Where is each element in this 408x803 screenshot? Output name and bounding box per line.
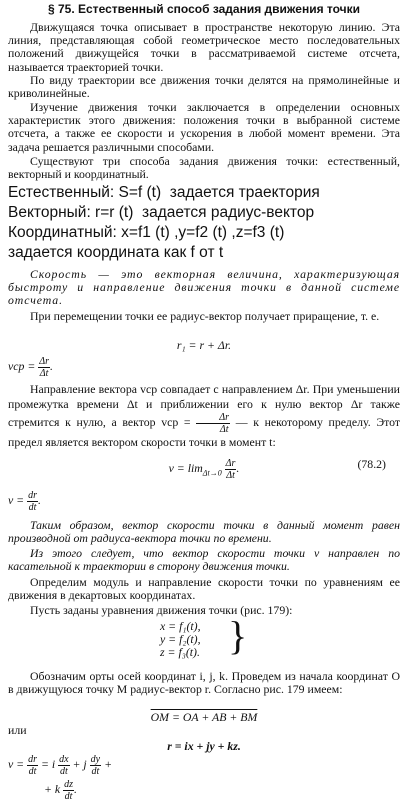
equation-r1: r₁ = r + Δr. <box>176 338 232 352</box>
equation-number: (78.2) <box>357 457 386 471</box>
paragraph-limit: Направление вектора vср совпадает с направлением Δr. При уменьшении промежутка времени Δt и приближении его к нулю вектор Δr также стремится к нулю, а вектор vср = $\frac{\Delta r}{\Delta t}$ — к некоторому пределу. Этот предел является вектором скорости точки в момент t: <box>8 382 401 449</box>
equation-system: x = f₁(t), y = f₂(t), z = f₃(t). } <box>160 613 248 660</box>
equation-velocity-components: v = $\frac{dr}{dt}$ = i $\frac{dx}{dt}$ + j $\frac{dy}{dt}$ + + k $\frac{dz}{dt}$ . <box>8 754 113 802</box>
typed-notes-overlay <box>8 183 400 263</box>
velocity-definition: Скорость — это векторная величина, характеризующая быстроту и направление движения точки в данной системе отсчета. <box>8 267 400 308</box>
section-title: § 75. Естественный способ задания движения точки <box>47 2 361 16</box>
note-coordinate-desc: задается координата как f от t <box>8 244 224 261</box>
fraction: $\frac{\Delta r}{\Delta t}$ <box>225 458 236 481</box>
paragraph-equations: Пусть заданы уравнения движения точки (рис. 179): <box>30 603 293 617</box>
note-coordinate: Координатный: x=f1 (t) ,y=f2 (t) ,z=f3 (t) <box>8 224 285 241</box>
fraction: $\frac{\Delta r}{\Delta t}$ <box>39 356 49 379</box>
right-brace-icon: } <box>228 613 248 658</box>
word-or: или <box>8 723 27 737</box>
paragraph-study: Изучение движения точки заключается в определении основных характеристик этого движения: положения точки в выбранной системе отсчета, а также ее скорости и ускорения в любой момент времени. Эта задача решается различными способами. <box>8 100 400 154</box>
equation-derivative: v = $\frac{dr}{dt}$ . <box>8 490 41 513</box>
note-natural: Естественный: S=f (t) задается траектория <box>8 184 320 201</box>
note-vector: Векторный: r=r (t) задается радиус-вектор <box>8 204 315 221</box>
fraction: $\frac{\Delta r}{\Delta t}$ <box>196 412 230 435</box>
paragraph-motion-types: По виду траектории все движения точки делятся на прямолинейные и криволинейные. <box>8 73 400 101</box>
equation-vavg: vср = $\frac{\Delta r}{\Delta t}$ . <box>8 356 53 379</box>
paragraph-unit-vectors: Обозначим орты осей координат i, j, k. Проведем из начала координат O в движущуюся точку M радиус-вектор r. Согласно рис. 179 имеем: <box>8 669 400 697</box>
paragraph-tangent: Из этого следует, что вектор скорости точки v направлен по касательной к траектории в сторону движения точки. <box>8 546 400 574</box>
paragraph-conclusion: Таким образом, вектор скорости точки в данный момент равен производной от радиуса-вектора точки по времени. <box>8 518 400 546</box>
paragraph-modulus: Определим модуль и направление скорости точки по уравнениям ее движения в декартовых координатах. <box>8 575 400 603</box>
equation-limit: $v = \lim_{\Delta t\to 0}$ $\frac{\Delta r}{\Delta t}$ . (78.2) <box>168 457 386 481</box>
paragraph-trajectory: Движущаяся точка описывает в пространстве некоторую линию. Эта линия, представляющая собой геометрическое место последовательных положений движущейся точки в рассматриваемой системе отсчета, называется траекторией точки. <box>8 20 400 74</box>
fraction: $\frac{dr}{dt}$ <box>28 490 38 513</box>
paragraph-methods: Существуют три способа задания движения точки: естественный, векторный и координатный. <box>8 154 400 182</box>
equation-radius: r = ix + jy + kz. <box>167 739 241 753</box>
paragraph-increment: При перемещении точки ее радиус-вектор получает приращение, т. е. <box>30 309 380 323</box>
equation-vector-sum: OM = OA + AB + BM <box>150 710 258 724</box>
